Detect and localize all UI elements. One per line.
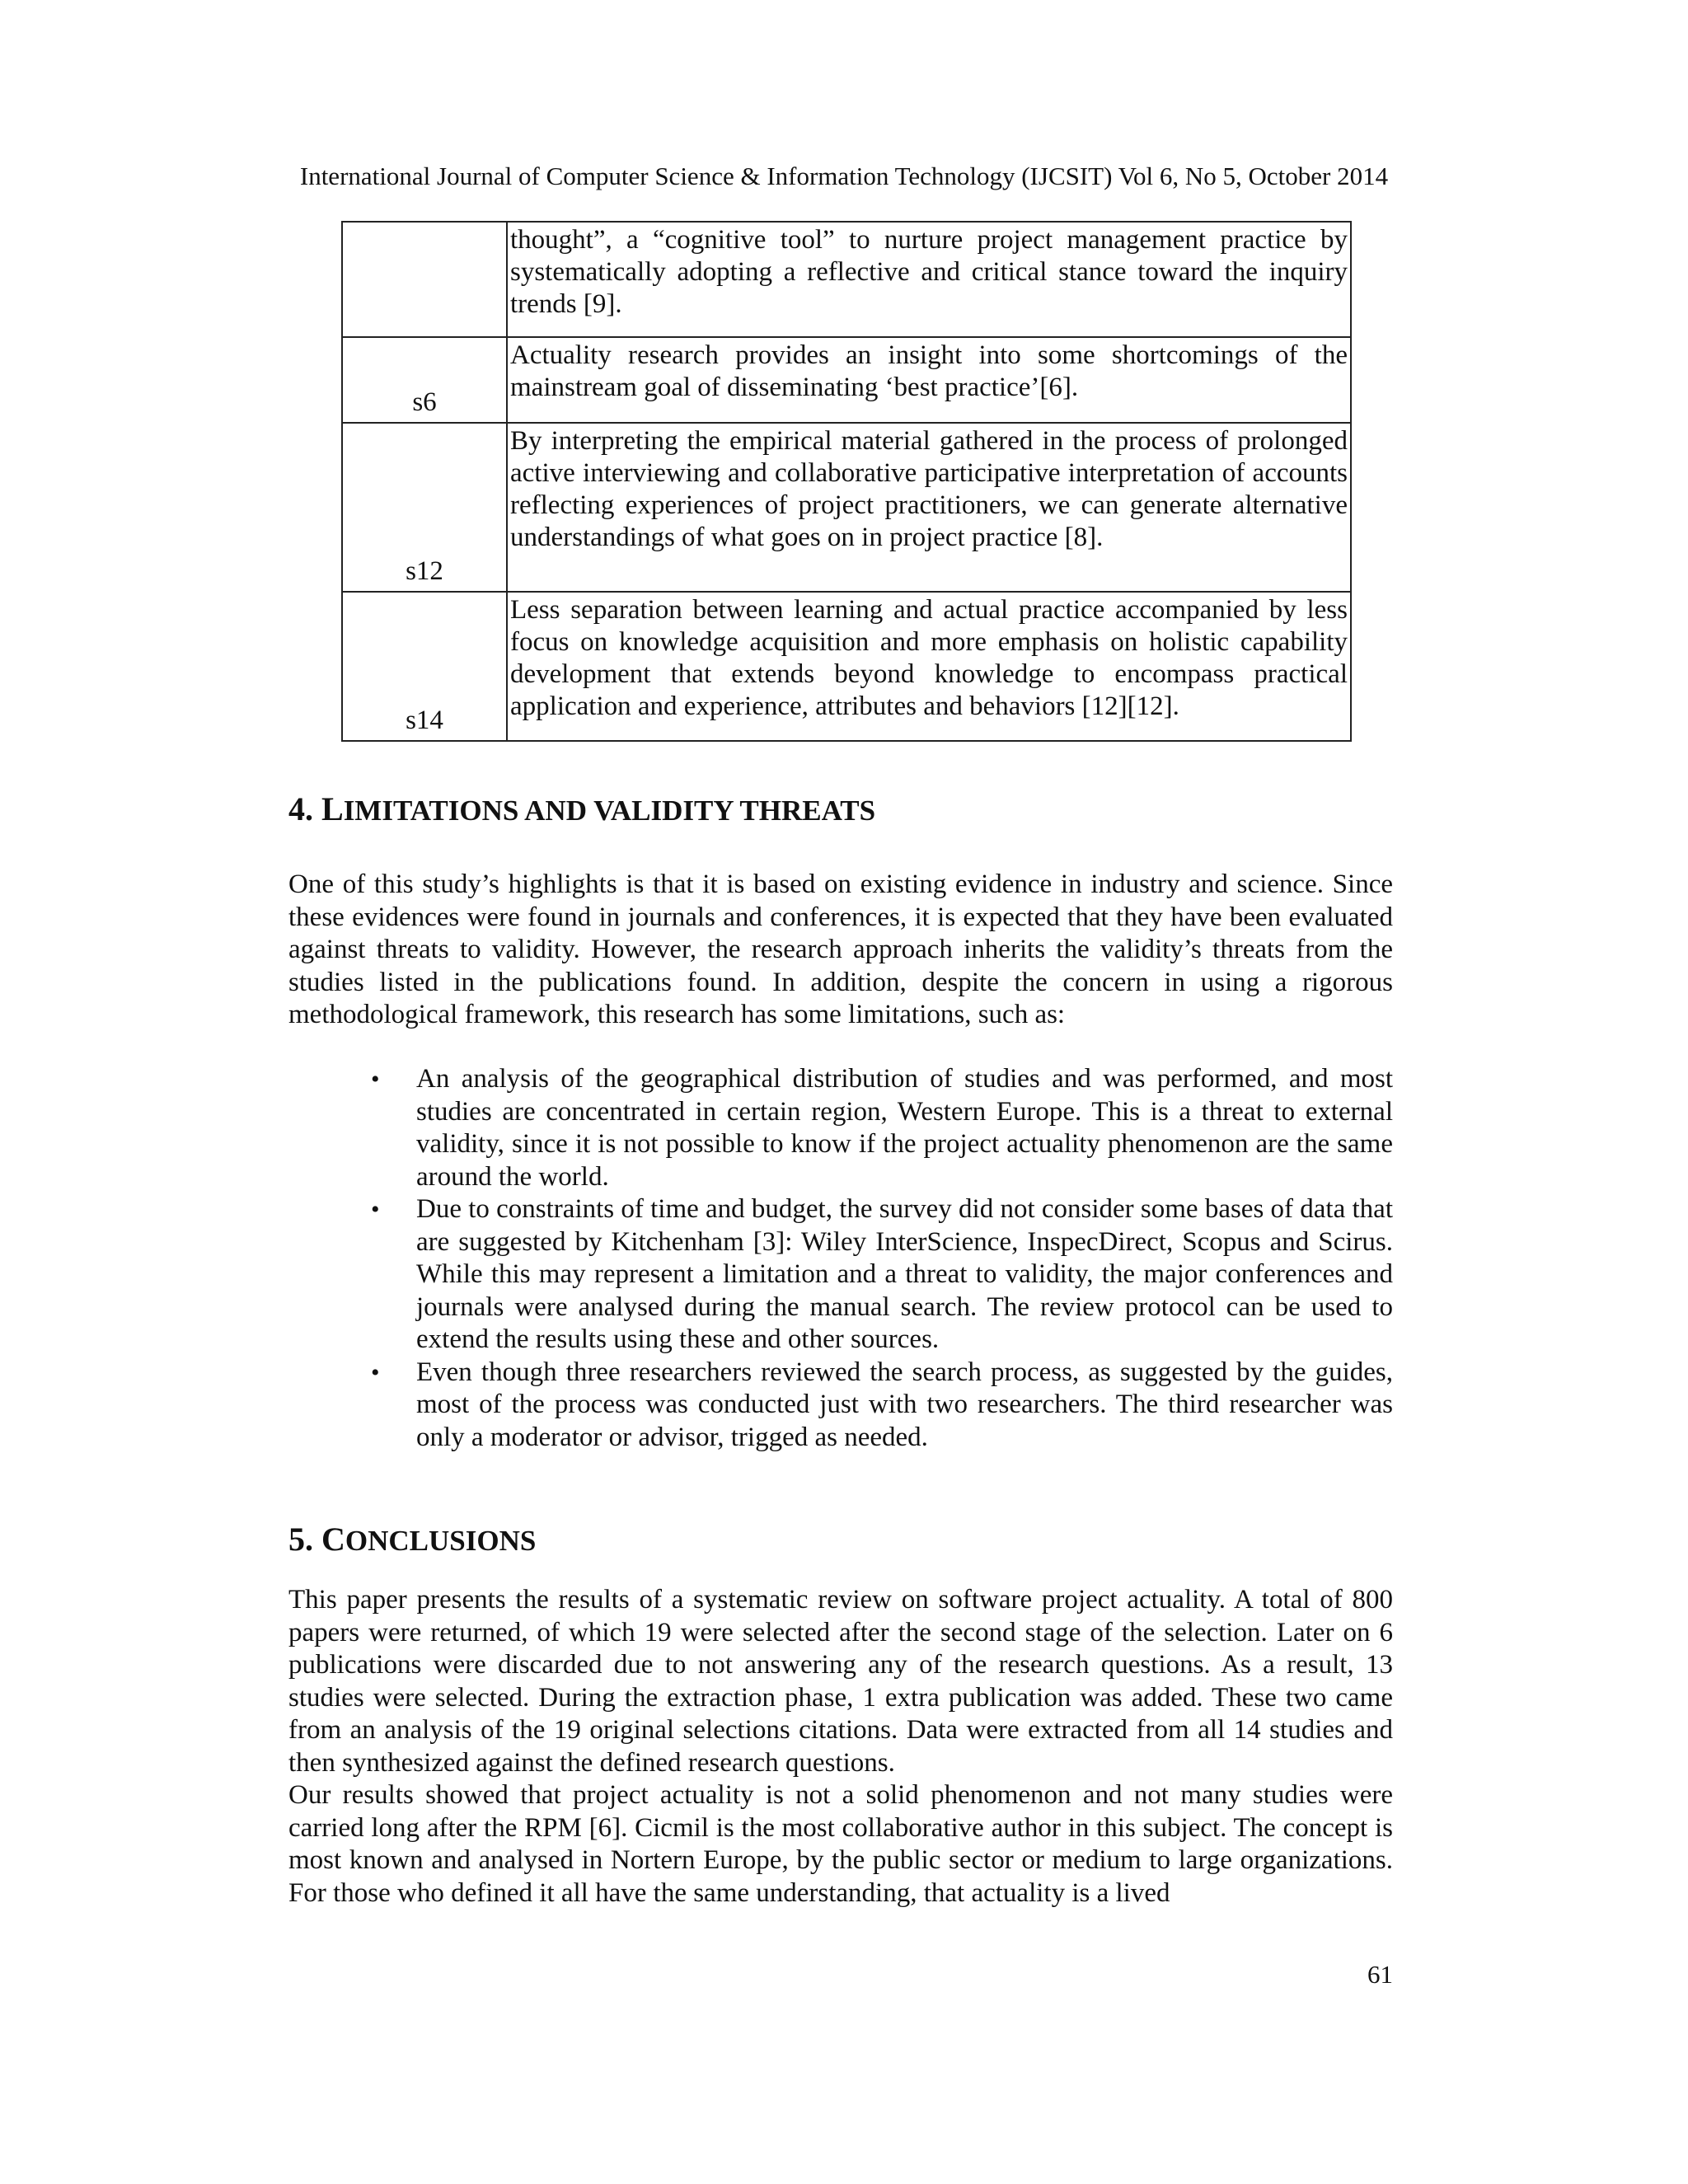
limitations-list	[288, 1063, 1393, 1454]
study-id	[342, 222, 507, 337]
table-row	[342, 592, 1351, 741]
study-finding: thought”, a “cognitive tool” to nurture project management practice by systematically adopting a reflective and critical stance toward the inquiry trends [9].	[507, 222, 1351, 337]
list-item-text: Even though three researchers reviewed the search process, as suggested by the guides, most of the process was conducted just with two researchers. The third researcher was only a moderator or advisor, trigged as needed.	[416, 1357, 1393, 1452]
section-heading	[288, 1521, 1393, 1559]
study-id: s14	[342, 592, 507, 741]
list-item	[288, 1193, 1393, 1357]
list-item-text: Due to constraints of time and budget, the survey did not consider some bases of data that are suggested by Kitchenham [3]: Wiley InterScience, InspecDirect, Scopus and Scirus. While this may represent a limitation and a threat to validity, the major conferences and journals were analysed during the manual search. The review protocol can be used to extend the results using these and other sources.	[416, 1194, 1393, 1354]
study-id: s12	[342, 423, 507, 592]
study-id: s6	[342, 337, 507, 423]
bullet-icon: •	[371, 1358, 380, 1386]
conclusions-paragraph: Our results showed that project actuality is not a solid phenomenon and not many studies were carried long after the RPM [6]. Cicmil is the most collaborative author in this subject. The concept is most known and analysed in Nortern Europe, by the public sector or medium to large organizations. For those who defined it all have the same understanding, that actuality is a lived	[288, 1780, 1393, 1908]
section-limitations	[288, 791, 1393, 829]
study-finding: Less separation between learning and actual practice accompanied by less focus on knowledge acquisition and more emphasis on holistic capability development that extends beyond knowledge to encompass practical application and experience, attributes and behaviors [12][12].	[507, 592, 1351, 741]
section-title: IMITATIONS AND VALIDITY THREATS	[343, 794, 876, 827]
table-row	[342, 222, 1351, 337]
study-finding: Actuality research provides an insight into some shortcomings of the mainstream goal of disseminating ‘best practice’[6].	[507, 337, 1351, 423]
bullet-icon: •	[371, 1196, 380, 1223]
section-heading	[288, 791, 1393, 829]
list-item-text: An analysis of the geographical distribution of studies and was performed, and most studies are concentrated in certain region, Western Europe. This is a threat to external validity, since it is not possible to know if the project actuality phenomenon are the same around the world.	[416, 1064, 1393, 1192]
limitations-body	[288, 869, 1393, 1032]
list-item	[288, 1357, 1393, 1455]
list-item	[288, 1063, 1393, 1193]
conclusions-body	[288, 1584, 1393, 1910]
limitations-list-wrap	[288, 1063, 1393, 1454]
studies-table	[341, 221, 1352, 742]
page-number: 61	[1367, 1960, 1393, 1989]
study-finding: By interpreting the empirical material gathered in the process of prolonged active interviewing and collaborative participative interpretation of accounts reflecting experiences of project practitioners, we can generate alternative understandings of what goes on in project practice [8].	[507, 423, 1351, 592]
table-row	[342, 337, 1351, 423]
limitations-intro: One of this study’s highlights is that it is based on existing evidence in industry and science. Since these evidences were found in journals and conferences, it is expected that they have been evaluated against threats to validity. However, the research approach inherits the validity’s threats from the studies listed in the publications found. In addition, despite the concern in using a rigorous methodological framework, this research has some limitations, such as:	[288, 869, 1393, 1029]
table-row	[342, 423, 1351, 592]
conclusions-paragraph: This paper presents the results of a systematic review on software project actuality. A total of 800 papers were returned, of which 19 were selected after the second stage of the selection. Later on 6 publications were discarded due to not answering any of the research questions. As a result, 13 studies were selected. During the extraction phase, 1 extra publication was added. These two came from an analysis of the 19 original selections citations. Data were extracted from all 14 studies and then synthesized against the defined research questions.	[288, 1585, 1393, 1778]
bullet-icon: •	[371, 1066, 380, 1093]
running-header: International Journal of Computer Science & Information Technology (IJCSIT) Vol 6, No 5, October 2014	[299, 162, 1389, 190]
section-number: 4. L	[288, 790, 344, 827]
section-conclusions	[288, 1521, 1393, 1559]
section-number: 5. C	[288, 1521, 345, 1558]
section-title: ONCLUSIONS	[345, 1525, 537, 1557]
